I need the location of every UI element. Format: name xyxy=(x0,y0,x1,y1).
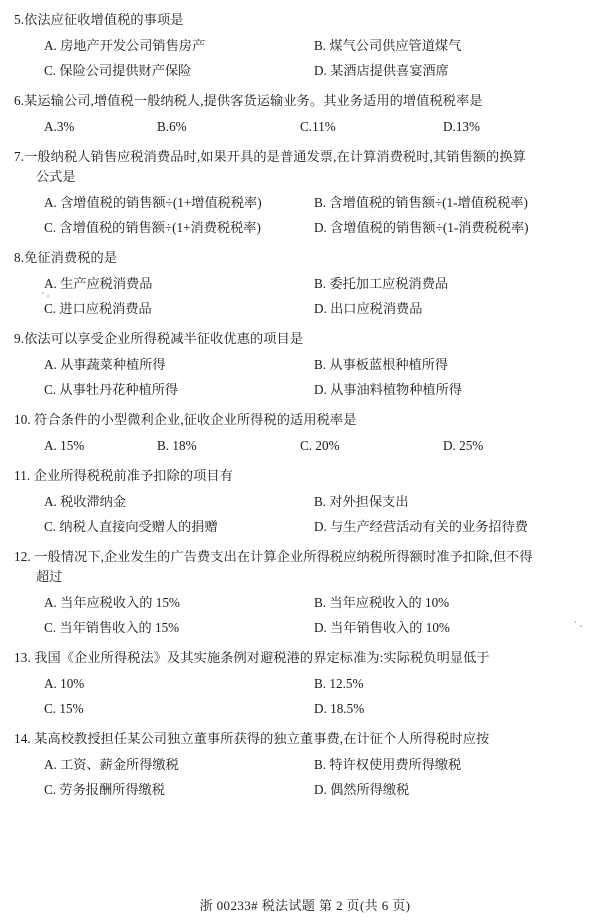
option-d[interactable]: D. 偶然所得缴税 xyxy=(314,781,410,797)
question-stem: 6.某运输公司,增值税一般纳税人,提供客货运输业务。其业务适用的增值税税率是 xyxy=(14,93,483,109)
option-b[interactable]: B. 18% xyxy=(157,437,197,453)
option-row xyxy=(14,674,594,693)
question-6 xyxy=(14,91,594,136)
question-9 xyxy=(14,329,594,399)
question-7 xyxy=(14,147,594,237)
question-options xyxy=(14,674,594,718)
question-5 xyxy=(14,10,594,80)
option-c[interactable]: C. 含增值税的销售额÷(1+消费税税率) xyxy=(44,219,261,235)
option-a[interactable]: A. 税收滞纳金 xyxy=(44,493,127,509)
option-b[interactable]: B. 12.5% xyxy=(314,675,364,691)
question-8 xyxy=(14,248,594,318)
scan-speck xyxy=(42,292,44,294)
option-d[interactable]: D. 当年销售收入的 10% xyxy=(314,619,450,635)
question-options xyxy=(14,193,594,237)
question-stem: 9.依法可以享受企业所得税减半征收优惠的项目是 xyxy=(14,330,304,346)
question-options xyxy=(14,117,594,136)
option-d[interactable]: D. 出口应税消费品 xyxy=(314,300,423,316)
question-12 xyxy=(14,547,594,637)
option-row xyxy=(14,274,594,293)
option-d[interactable]: D. 与生产经营活动有关的业务招待费 xyxy=(314,518,528,534)
option-d[interactable]: D. 某酒店提供喜宴酒席 xyxy=(314,62,449,78)
question-stem: 8.免征消费税的是 xyxy=(14,249,118,265)
option-d[interactable]: D. 18.5% xyxy=(314,700,365,716)
scan-speck xyxy=(580,625,582,627)
page-footer: 浙 00233# 税法试题 第 2 页(共 6 页) xyxy=(199,898,411,913)
option-a[interactable]: A.3% xyxy=(44,118,75,134)
option-row xyxy=(14,117,594,136)
option-row xyxy=(14,436,594,455)
option-row xyxy=(14,380,594,399)
option-c[interactable]: C. 当年销售收入的 15% xyxy=(44,619,180,635)
question-stem: 14. 某高校教授担任某公司独立董事所获得的独立董事费,在计征个人所得税时应按 xyxy=(14,731,490,747)
option-b[interactable]: B.6% xyxy=(157,118,187,134)
option-c[interactable]: C. 15% xyxy=(44,700,84,716)
option-a[interactable]: A. 当年应税收入的 15% xyxy=(44,594,180,610)
question-13 xyxy=(14,648,594,718)
option-row xyxy=(14,517,594,536)
option-b[interactable]: B. 煤气公司供应管道煤气 xyxy=(314,37,462,53)
option-row xyxy=(14,355,594,374)
question-stem-continued: 超过 xyxy=(36,568,63,584)
option-row xyxy=(14,218,594,237)
question-options xyxy=(14,36,594,80)
option-row xyxy=(14,593,594,612)
option-c[interactable]: C. 进口应税消费品 xyxy=(44,300,152,316)
option-a[interactable]: A. 房地产开发公司销售房产 xyxy=(44,37,206,53)
option-c[interactable]: C.11% xyxy=(300,118,336,134)
question-stem: 13. 我国《企业所得税法》及其实施条例对避税港的界定标准为:实际税负明显低于 xyxy=(14,649,490,665)
question-stem: 5.依法应征收增值税的事项是 xyxy=(14,12,184,27)
question-stem-continued: 公式是 xyxy=(36,168,76,184)
option-d[interactable]: D. 从事油料植物种植所得 xyxy=(314,381,462,397)
question-options xyxy=(14,755,594,799)
option-row xyxy=(14,36,594,55)
option-c[interactable]: C. 20% xyxy=(300,437,340,453)
option-a[interactable]: A. 含增值税的销售额÷(1+增值税税率) xyxy=(44,194,262,210)
question-11 xyxy=(14,466,594,536)
option-b[interactable]: B. 当年应税收入的 10% xyxy=(314,594,450,610)
question-stem: 12. 一般情况下,企业发生的广告费支出在计算企业所得税应纳税所得额时准予扣除,但不得 xyxy=(14,549,533,565)
option-row xyxy=(14,755,594,774)
option-row xyxy=(14,699,594,718)
option-row xyxy=(14,299,594,318)
question-options xyxy=(14,593,594,637)
option-b[interactable]: B. 特许权使用费所得缴税 xyxy=(314,756,462,772)
option-row xyxy=(14,780,594,799)
option-c[interactable]: C. 保险公司提供财产保险 xyxy=(44,62,192,78)
option-d[interactable]: D. 含增值税的销售额÷(1-消费税税率) xyxy=(314,219,529,235)
option-d[interactable]: D.13% xyxy=(443,118,480,134)
question-options xyxy=(14,274,594,318)
option-d[interactable]: D. 25% xyxy=(443,437,484,453)
scan-speck xyxy=(47,295,49,297)
option-c[interactable]: C. 纳税人直接向受赠人的捐赠 xyxy=(44,518,218,534)
option-a[interactable]: A. 从事蔬菜种植所得 xyxy=(44,356,166,372)
question-options xyxy=(14,436,594,455)
question-options xyxy=(14,355,594,399)
option-b[interactable]: B. 委托加工应税消费品 xyxy=(314,275,449,291)
option-c[interactable]: C. 劳务报酬所得缴税 xyxy=(44,781,165,797)
option-a[interactable]: A. 15% xyxy=(44,437,85,453)
option-c[interactable]: C. 从事牡丹花种植所得 xyxy=(44,381,179,397)
option-a[interactable]: A. 工资、薪金所得缴税 xyxy=(44,756,179,772)
option-row xyxy=(14,61,594,80)
option-b[interactable]: B. 对外担保支出 xyxy=(314,493,409,509)
option-row xyxy=(14,618,594,637)
question-stem: 11. 企业所得税税前准予扣除的项目有 xyxy=(14,467,234,483)
question-options xyxy=(14,492,594,536)
question-stem: 7.一般纳税人销售应税消费品时,如果开具的是普通发票,在计算消费税时,其销售额的换算 xyxy=(14,149,526,165)
option-b[interactable]: B. 含增值税的销售额÷(1-增值税税率) xyxy=(314,194,528,210)
option-a[interactable]: A. 生产应税消费品 xyxy=(44,275,153,291)
question-14 xyxy=(14,729,594,799)
scan-speck xyxy=(574,621,576,623)
option-b[interactable]: B. 从事板蓝根种植所得 xyxy=(314,356,449,372)
question-stem: 10. 符合条件的小型微利企业,征收企业所得税的适用税率是 xyxy=(14,412,357,428)
option-row xyxy=(14,492,594,511)
question-10 xyxy=(14,410,594,455)
option-row xyxy=(14,193,594,212)
option-a[interactable]: A. 10% xyxy=(44,675,85,691)
